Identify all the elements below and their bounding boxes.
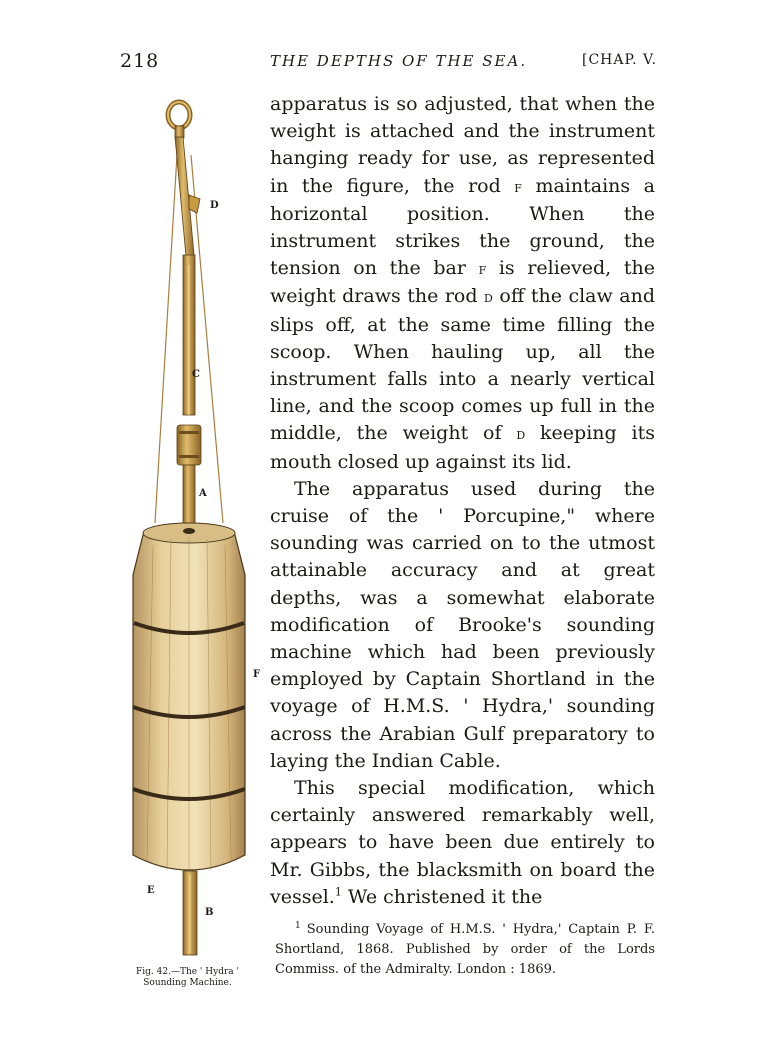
page-number: 218	[120, 50, 160, 72]
figure-label-f: F	[253, 669, 261, 680]
sounding-machine-illustration	[105, 95, 270, 965]
running-header	[0, 50, 776, 74]
figure-caption-line-1: Fig. 42.—The ' Hydra '	[136, 967, 239, 977]
paragraph-3-part-a: This special modification, which certainly answered remarkably well, appears to have been due entirely to Mr. Gibbs, the blacksmith on board the vessel.	[270, 777, 655, 908]
figure-label-a: A	[199, 488, 207, 499]
suspension-ring	[168, 102, 190, 138]
paragraph-1-part-e: keeping its mouth closed up against its lid.	[270, 422, 655, 473]
paragraph-2: The apparatus used during the cruise of the ' Porcupine," where sounding was carried on to the utmost attainable accuracy and at great depths, was a somewhat elaborate modification of Brooke's sounding machine which had been previously employed by Captain Shortland in the voyage of H.M.S. ' Hydra,' sounding across the Arabian Gulf preparatory to laying the Indian Cable.	[270, 477, 655, 772]
paragraph-1-part-d: off the claw and slips off, at the same time filling the scoop. When hauling up, all the instrument falls into a nearly vertical line, and the scoop comes up full in the middle, the weight of	[270, 285, 655, 445]
paragraph-3-part-b: We christened it the	[341, 885, 543, 908]
figure-label-d: D	[210, 200, 219, 211]
paragraph-1-part-b: maintains a horizontal position. When the instrument strikes the ground, the tension on the bar	[270, 174, 655, 280]
sounding-machine-figure	[105, 95, 270, 995]
paragraph-1-part-c: is relieved, the weight draws the rod	[270, 257, 655, 308]
figure-caption	[105, 967, 270, 989]
chapter-reference: [CHAP. V.	[582, 52, 658, 68]
paragraph-1	[270, 91, 655, 476]
bottom-scoop-rod	[183, 871, 197, 955]
paragraph-3	[270, 775, 655, 911]
footnote-text: Sounding Voyage of H.M.S. ' Hydra,' Captain P. F. Shortland, 1868. Published by order of the Lords Commiss. of the Admiralty. London : 1869.	[275, 922, 655, 977]
figure-label-e: E	[147, 885, 155, 896]
letter-ref-f: f	[478, 260, 487, 279]
figure-label-b: B	[205, 907, 214, 918]
cylindrical-weight	[133, 523, 245, 873]
footnote	[275, 920, 655, 980]
footnote-reference[interactable]: 1	[334, 885, 342, 899]
figure-caption-line-2: Sounding Machine.	[143, 978, 232, 988]
figure-label-c: C	[192, 369, 200, 380]
running-title: THE DEPTHS OF THE SEA.	[270, 52, 528, 70]
letter-ref-f: f	[514, 177, 522, 196]
body-text	[270, 91, 655, 911]
letter-ref-d: d	[516, 425, 526, 444]
paragraph-1-part-a: apparatus is so adjusted, that when the weight is attached and the instrument hanging ready for use, as represented in the figure, the rod	[270, 93, 655, 197]
letter-ref-d: d	[484, 288, 493, 307]
coupling-sleeve	[177, 425, 201, 525]
footnote-number: 1	[295, 920, 301, 931]
